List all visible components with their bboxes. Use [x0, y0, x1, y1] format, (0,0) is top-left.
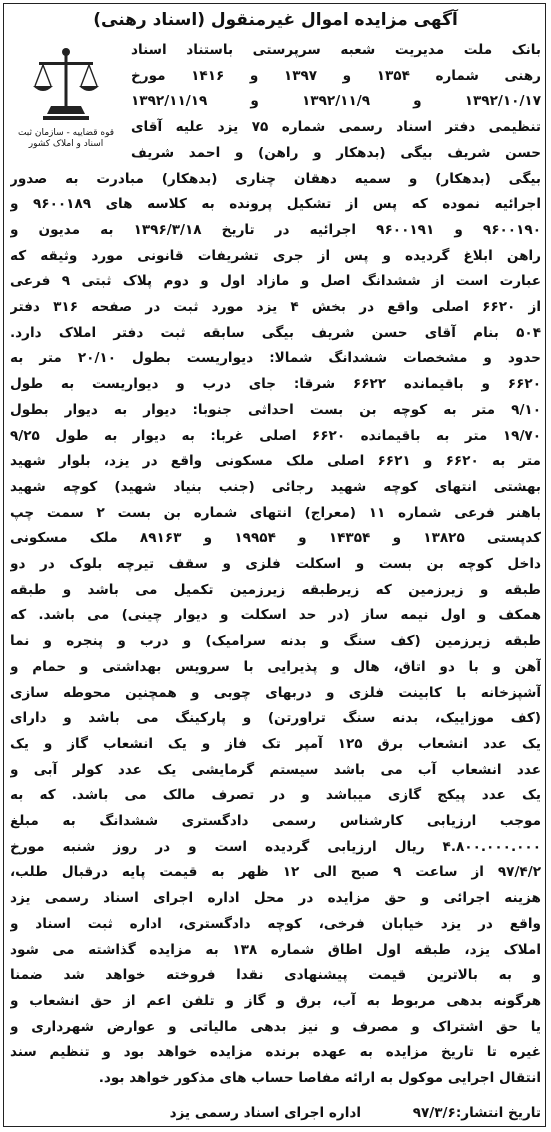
notice-line: ۵۰۴ بنام آقای حسن شریف بیگی سابقه ثبت دفتر املاک دارد.: [10, 325, 541, 341]
notice-line: ۶۶۲۰ و باقیمانده ۶۶۲۲ شرقا: جای درب و دیواریست به طول: [10, 376, 541, 392]
issuing-office: اداره اجرای اسناد رسمی یزد: [169, 1105, 361, 1121]
notice-line: واقع در یزد خیابان فرخی، کوچه دادگستری، اداره ثبت اسناد و: [10, 916, 541, 932]
notice-line: هرگونه بدهی مربوط به آب، برق و گاز و تلفن اعم از حق انشعاب و: [10, 993, 541, 1009]
notice-line: بهشتی انتهای کوچه شهید رجائی (جنب بنیاد شهید) کوچه شهید: [10, 479, 541, 495]
scales-of-justice-icon: [31, 44, 101, 126]
logo-caption: قوه قضاییه - سازمان ثبت اسناد و املاک کشور: [17, 128, 115, 149]
notice-line: ۹/۱۰ متر به کوچه بن بست احداثی جنوبا: دیوار به دیوار بطول: [10, 402, 541, 418]
notice-line: غیره تا تاریخ مزایده به عهده برنده مزایده خواهد بود و تنظیم سند: [10, 1044, 541, 1060]
notice-line: یک عدد پیکج گازی میباشد و در تصرف مالک می باشد. که به: [10, 787, 541, 803]
notice-line: آهن و با دو اتاق، هال و پذیرایی با سرویس بهداشتی و حمام و: [10, 659, 541, 675]
notice-line: کدپستی ۱۳۸۲۵ و ۱۴۳۵۴ و ۱۹۹۵۴ و ۸۹۱۶۳ ملک مسکونی: [10, 530, 541, 546]
notice-line: آشپزخانه با کابینت فلزی و دربهای چوبی و همچنین محوطه سازی: [10, 685, 541, 701]
notice-line: بانک ملت مدیریت شعبه سرپرستی باستناد اسناد: [131, 42, 541, 58]
notice-line: ۱۳۹۲/۱۰/۱۷ و ۱۳۹۲/۱۱/۹ و ۱۳۹۲/۱۱/۱۹: [131, 93, 541, 109]
notice-line: هزینه اجرائی و حق مزایده در محل اداره اجرای اسناد رسمی یزد: [10, 890, 541, 906]
notice-footer: [10, 1101, 541, 1125]
notice-line: (کف موزاییک، بدنه سنگ تراورتن) و پارکینگ می باشد و دارای: [10, 710, 541, 726]
notice-line: عبارت است از ششدانگ اصل و مازاد اول و دوم پلاک ثبتی ۹ فرعی: [10, 273, 541, 289]
notice-line: ۱۹/۷۰ متر به باقیمانده ۶۶۲۰ اصلی غربا: به دیوار به طول ۹/۲۵: [10, 428, 541, 444]
notice-line: داخل کوچه بن بست و اسکلت فلزی و سقف تیرچه بلوک در دو: [10, 556, 541, 572]
judiciary-logo: [12, 44, 120, 159]
notice-line: حدود و مشخصات ششدانگ شمالا: دیواریست بطول ۲۰/۱۰ متر به: [10, 350, 541, 366]
notice-line: ۹۷/۴/۲ از ساعت ۹ صبح الی ۱۲ ظهر به قیمت پایه درقبال طلب،: [10, 864, 541, 880]
notice-line: بیگی (بدهکار) و سمیه دهقان چناری (بدهکار) مبادرت به صدور: [10, 171, 541, 187]
notice-line: حسن شریف بیگی (بدهکار و راهن) و احمد شریف: [131, 145, 541, 161]
notice-line: رهنی شماره ۱۳۵۴ و ۱۳۹۷ و ۱۴۱۶ مورخ: [131, 68, 541, 84]
notice-line: انتقال اجرایی موکول به ارائه مفاصا حساب های مذکور خواهد بود.: [98, 1070, 541, 1086]
notice-line: موجب ارزیابی کارشناس رسمی دادگستری ششدانگ به مبلغ: [10, 813, 541, 829]
notice-line: همکف و اول نیمه ساز (در حد اسکلت و دیوار چینی) می باشد. که: [10, 607, 541, 623]
notice-line: املاک یزد، طبقه اول اطاق شماره ۱۳۸ به مزایده گذاشته می شود: [10, 942, 541, 958]
notice-line: یا حق اشتراک و مصرف و نیز بدهی مالیاتی و عوارض شهرداری و: [10, 1019, 541, 1035]
notice-title: آگهی مزایده اموال غیرمنقول (اسناد رهنی): [93, 10, 458, 30]
notice-line: راهن ابلاغ گردیده و پس از جری تشریفات قانونی مورد وثیقه که: [10, 248, 541, 264]
notice-line: باهنر فرعی شماره ۱۱ (معراج) انتهای شماره بن بست ۲ سمت چپ: [10, 505, 541, 521]
notice-line: اجرائیه نموده که پس از تشکیل پرونده به کلاسه های ۹۶۰۰۱۸۹ و: [10, 196, 541, 212]
publish-date: تاریخ انتشار:۹۷/۳/۶: [412, 1105, 541, 1121]
notice-line: ۹۶۰۰۱۹۰ و ۹۶۰۰۱۹۱ اجرائیه در تاریخ ۱۳۹۶/۳/۱۸ به مدیون و: [10, 222, 541, 238]
notice-line: طبقه و زیرزمین که زیرطبقه زیرزمین تکمیل می باشد و طبقه: [10, 582, 541, 598]
notice-line: طبقه زیرزمین (کف سنگ و بدنه سرامیک) و درب و پنجره و نما: [10, 633, 541, 649]
notice-line: ۴.۸۰۰.۰۰۰.۰۰۰ ریال ارزیابی گردیده است و در روز شنبه مورخ: [10, 839, 541, 855]
notice-line: متر به ۶۶۲۰ و ۶۶۲۱ اصلی ملک مسکونی واقع در یزد، بلوار شهید: [10, 453, 541, 469]
notice-line: یک عدد انشعاب برق ۱۲۵ آمپر تک فاز و یک انشعاب گاز و یک: [10, 736, 541, 752]
notice-line: تنظیمی دفتر اسناد رسمی شماره ۷۵ یزد علیه آقای: [131, 119, 541, 135]
notice-line: عدد انشعاب آب می باشد سیستم گرمایشی یک عدد کولر آبی و: [10, 762, 541, 778]
notice-line: از ۶۶۲۰ اصلی واقع در بخش ۴ یزد مورد ثبت در صفحه ۳۱۶ دفتر: [10, 299, 541, 315]
notice-line: و به بالاترین قیمت پیشنهادی نقدا فروخته خواهد شد ضمنا: [10, 967, 541, 983]
